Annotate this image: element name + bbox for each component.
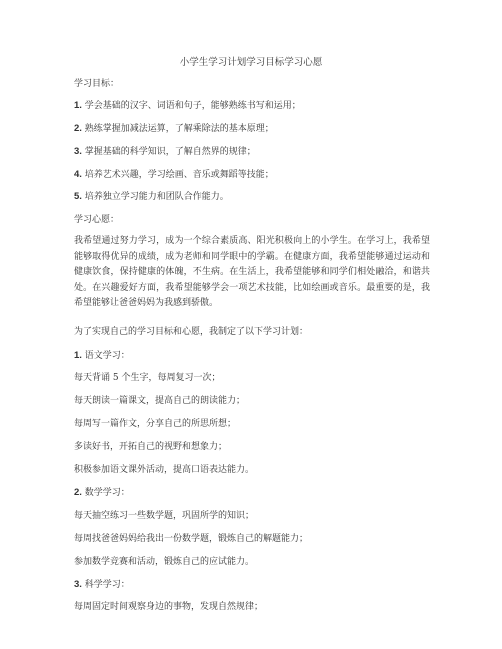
- wish-paragraph: 我希望通过努力学习，成为一个综合素质高、阳光积极向上的小学生。在学习上，我希望能够取得优异的成绩，成为老师和同学眼中的学霸。在健康方面，我希望能够通过运动和健康饮食，保持健康的体魄，不生病。在生活上，我希望能够和同学们相处融洽，和谐共处。在兴趣爱好方面，我希望能够学会一项艺术技能，比如绘画或音乐。最重要的是，我希望能够让爸爸妈妈为我感到骄傲。: [74, 236, 430, 308]
- section-title: 语文学习：: [81, 351, 130, 361]
- plan-item: 参加数学竞赛和活动，锻炼自己的应试能力。: [74, 557, 255, 567]
- plan-item: 多读好书，开拓自己的视野和想象力；: [74, 442, 228, 452]
- section-number: 2.: [74, 487, 82, 498]
- goal-item: [74, 123, 274, 135]
- document-title: 小学生学习计划学习目标学习心愿: [179, 57, 323, 68]
- plan-item: 每天朗读一篇课文，提高自己的朗读能力；: [74, 396, 246, 406]
- goal-number: 1.: [74, 100, 82, 111]
- plan-intro: 为了实现自己的学习目标和心愿，我制定了以下学习计划：: [74, 327, 309, 337]
- goal-text: 培养艺术兴趣，学习绘画、音乐或舞蹈等技能；: [81, 170, 274, 180]
- goal-number: 5.: [74, 191, 82, 202]
- goal-item: [74, 100, 301, 112]
- wish-heading: 学习心愿：: [74, 215, 120, 225]
- section-title: 数学学习：: [81, 488, 130, 498]
- plan-item: 每周找爸爸妈妈给我出一份数学题，锻炼自己的解题能力；: [74, 534, 309, 544]
- plan-item: 每天背诵 5 个生字，每周复习一次；: [74, 373, 221, 383]
- goal-text: 熟练掌握加减法运算，了解乘除法的基本原理；: [81, 124, 274, 134]
- section-heading-chinese: [74, 350, 130, 362]
- goal-text: 学会基础的汉字、词语和句子，能够熟练书写和运用；: [81, 101, 301, 111]
- goal-text: 培养独立学习能力和团队合作能力。: [81, 192, 229, 202]
- goal-number: 2.: [74, 123, 82, 134]
- goal-item: [74, 169, 274, 181]
- section-title: 科学学习：: [81, 580, 130, 590]
- plan-item: 积极参加语文课外活动，提高口语表达能力。: [74, 465, 255, 475]
- section-heading-science: [74, 579, 130, 591]
- goals-heading: 学习目标：: [74, 79, 120, 89]
- goal-text: 掌握基础的科学知识，了解自然界的规律；: [81, 147, 256, 157]
- section-number: 3.: [74, 579, 82, 590]
- goal-item: [74, 146, 256, 158]
- plan-item: 每周固定时间观察身边的事物，发现自然规律；: [74, 602, 264, 612]
- plan-item: 每天抽空练习一些数学题，巩固所学的知识；: [74, 511, 255, 521]
- goal-number: 3.: [74, 146, 82, 157]
- goal-number: 4.: [74, 169, 82, 180]
- section-heading-math: [74, 487, 130, 499]
- section-number: 1.: [74, 350, 82, 361]
- goal-item: [74, 191, 229, 203]
- plan-item: 每周写一篇作文，分享自己的所思所想；: [74, 419, 237, 429]
